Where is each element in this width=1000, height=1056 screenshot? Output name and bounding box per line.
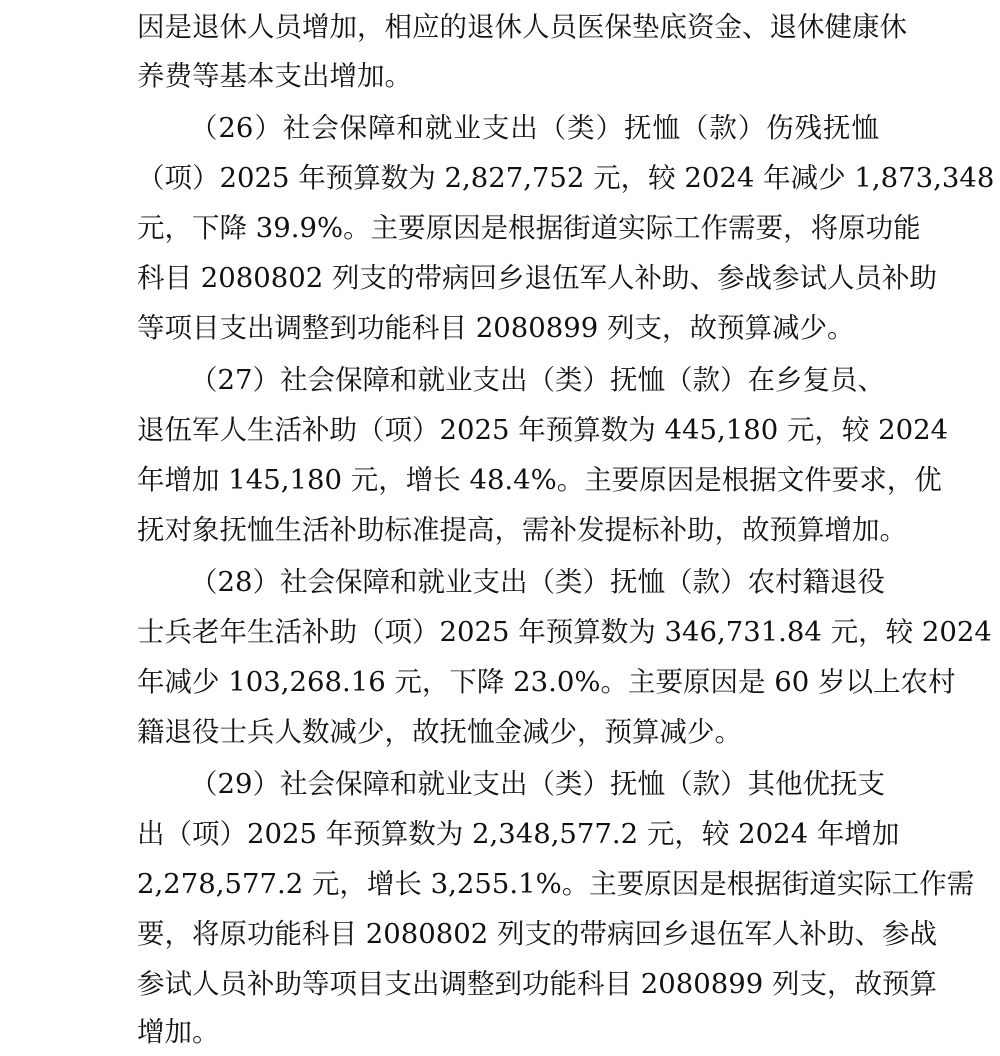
text-line: 年增加 145,180 元，增长 48.4%。主要原因是根据文件要求，优 bbox=[137, 464, 942, 496]
text-line: （项）2025 年预算数为 2,827,752 元，较 2024 年减少 1,873,348 bbox=[137, 162, 995, 194]
paragraph-26-heading: （26）社会保障和就业支出（类）抚恤（款）伤残抚恤 bbox=[190, 112, 879, 144]
text-line: 籍退役士兵人数减少，故抚恤金减少，预算减少。 bbox=[137, 716, 742, 748]
text-line: 养费等基本支出增加。 bbox=[137, 60, 412, 92]
text-line: 2,278,577.2 元，增长 3,255.1%。主要原因是根据街道实际工作需 bbox=[137, 868, 975, 900]
paragraph-29-heading: （29）社会保障和就业支出（类）抚恤（款）其他优抚支 bbox=[190, 768, 885, 800]
text-line: 年减少 103,268.16 元，下降 23.0%。主要原因是 60 岁以上农村 bbox=[137, 666, 956, 698]
text-line: 元，下降 39.9%。主要原因是根据街道实际工作需要，将原功能 bbox=[137, 212, 921, 244]
text-line: 要，将原功能科目 2080802 列支的带病回乡退伍军人补助、参战 bbox=[137, 918, 937, 950]
paragraph-28-heading: （28）社会保障和就业支出（类）抚恤（款）农村籍退役 bbox=[190, 566, 885, 598]
paragraph-27-heading: （27）社会保障和就业支出（类）抚恤（款）在乡复员、 bbox=[190, 364, 885, 396]
text-line: 士兵老年生活补助（项）2025 年预算数为 346,731.84 元，较 2024 bbox=[137, 616, 992, 648]
text-line: 出（项）2025 年预算数为 2,348,577.2 元，较 2024 年增加 bbox=[137, 818, 900, 850]
text-line: 等项目支出调整到功能科目 2080899 列支，故预算减少。 bbox=[137, 312, 855, 344]
text-line: 退伍军人生活补助（项）2025 年预算数为 445,180 元，较 2024 bbox=[137, 414, 949, 446]
text-line: 增加。 bbox=[137, 1016, 220, 1048]
text-line: 因是退休人员增加，相应的退休人员医保垫底资金、退休健康休 bbox=[137, 11, 907, 43]
text-line: 抚对象抚恤生活补助标准提高，需补发提标补助，故预算增加。 bbox=[137, 514, 907, 546]
text-line: 参试人员补助等项目支出调整到功能科目 2080899 列支，故预算 bbox=[137, 968, 937, 1000]
text-line: 科目 2080802 列支的带病回乡退伍军人补助、参战参试人员补助 bbox=[137, 262, 937, 294]
